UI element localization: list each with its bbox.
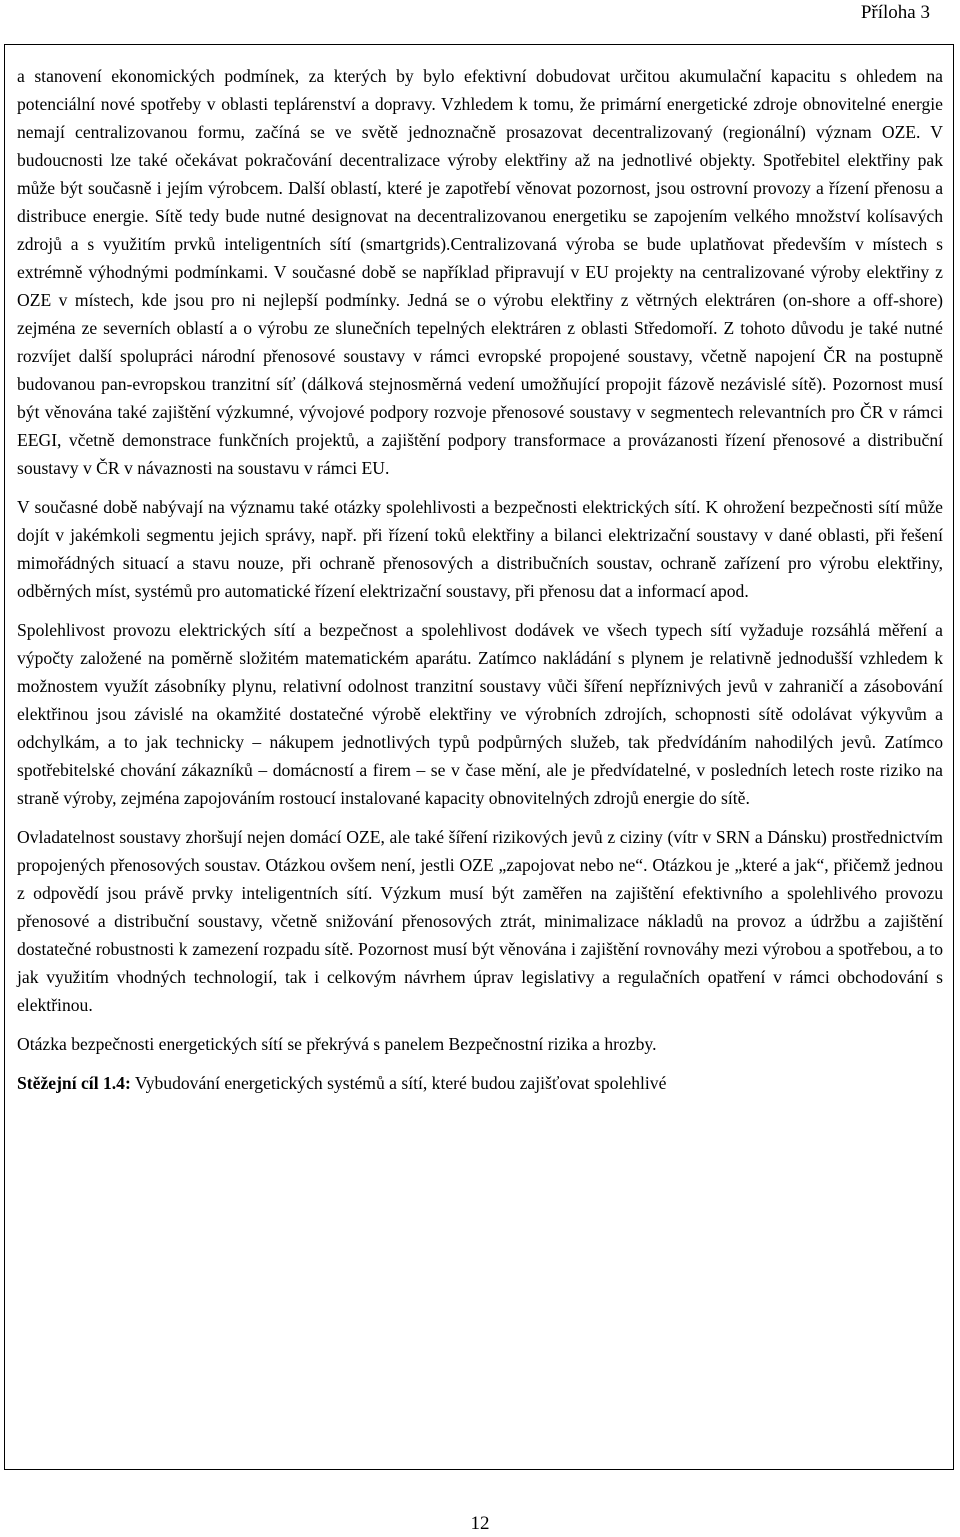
key-goal-label: Stěžejní cíl 1.4: bbox=[17, 1073, 131, 1093]
paragraph-3: Spolehlivost provozu elektrických sítí a bezpečnost a spolehlivost dodávek ve všech typech sítí vyžaduje rozsáhlá měření a výpočty založené na poměrně složitém matematickém aparátu. Zatímco nakládání s plynem je relativně jednodušší vzhledem k možnostem využít zásobníky plynu, relativní odolnost tranzitní soustavy vůči šíření nepříznivých jevů v zahraničí a zásobování elektřinou jsou závislé na okamžité dostatečné výrobě elektřiny ve výrobních zdrojích, schopnosti sítě odolávat výkyvům a odchylkám, a to jak technicky – nákupem jednotlivých typů podpůrných služeb, tak předvídáním nahodilých jevů. Zatímco spotřebitelské chování zákazníků – domácností a firem – se v čase mění, ale je předvídatelné, v posledních letech roste riziko na straně výroby, zejména zapojováním rostoucí instalované kapacity obnovitelných zdrojů energie do sítě. bbox=[17, 620, 943, 808]
annex-label: Příloha 3 bbox=[860, 2, 930, 23]
key-goal bbox=[17, 1069, 943, 1097]
paragraph-2: V současné době nabývají na významu také otázky spolehlivosti a bezpečnosti elektrických sítí. K ohrožení bezpečnosti sítí může dojít v jakémkoli segmentu jejich správy, např. při řízení toků elektřiny a bilanci elektrizační soustavy v dané oblasti, při řešení mimořádných situací a stavu nouze, při ochraně přenosových a distribučních soustav, ochraně zařízení pro výrobu elektřiny, odběrných míst, systémů pro automatické řízení elektrizační soustavy, při přenosu dat a informací apod. bbox=[17, 497, 943, 601]
paragraph-5: Otázka bezpečnosti energetických sítí se překrývá s panelem Bezpečnostní rizika a hrozby. bbox=[17, 1034, 657, 1054]
text-frame bbox=[4, 44, 954, 1470]
page-number: 12 bbox=[470, 1513, 490, 1534]
paragraph-1: a stanovení ekonomických podmínek, za kterých by bylo efektivní dobudovat určitou akumulační kapacitu s ohledem na potenciální nové spotřeby v oblasti teplárenství a dopravy. Vzhledem k tomu, že primární energetické zdroje obnovitelné energie nemají centralizovanou formu, začíná se ve světě jednoznačně prosazovat decentralizovaný (regionální) význam OZE. V budoucnosti lze také očekávat pokračování decentralizace výroby elektřiny až na jednotlivé objekty. Spotřebitel elektřiny pak může být současně i jejím výrobcem. Další oblastí, které je zapotřebí věnovat pozornost, jsou ostrovní provozy a řízení přenosu a distribuce energie. Sítě tedy bude nutné designovat na decentralizovanou energetiku se zapojením velkého množství kolísavých zdrojů a s využitím prvků inteligentních sítí (smartgrids).Centralizovaná výroba se bude uplatňovat především v místech s extrémně výhodnými podmínkami. V současné době se například připravují v EU projekty na centralizované výroby elektřiny z OZE v místech, kde jsou pro ni nejlepší podmínky. Jedná se o výrobu elektřiny z větrných elektráren (on-shore a off-shore) zejména ze severních oblastí a o výrobu ze slunečních tepelných elektráren z oblasti Středomoří. Z tohoto důvodu je také nutné rozvíjet další spolupráci národní přenosové soustavy v rámci evropské propojené soustavy, včetně napojení ČR na postupně budovanou pan-evropskou tranzitní síť (dálková stejnosměrná vedení umožňující propojit fázově nezávislé sítě). Pozornost musí být věnována také zajištění výzkumné, vývojové podpory rozvoje přenosové soustavy v segmentech relevantních pro ČR v rámci EEGI, včetně demonstrace funkčních projektů, a zajištění podpory transformace a provázanosti řízení přenosové a distribuční soustavy v ČR v návaznosti na soustavu v rámci EU. bbox=[17, 66, 943, 478]
paragraph-4: Ovladatelnost soustavy zhoršují nejen domácí OZE, ale také šíření rizikových jevů z ciziny (vítr v SRN a Dánsku) prostřednictvím propojených přenosových soustav. Otázkou ovšem není, jestli OZE „zapojovat nebo ne“. Otázkou je „které a jak“, přičemž jednou z odpovědí jsou právě prvky inteligentních sítí. Výzkum musí být zaměřen na zajištění efektivního a spolehlivého provozu přenosové a distribuční soustavy, včetně snižování přenosových ztrát, minimalizace nákladů na provoz a údržbu a zajištění dostatečné robustnosti k zamezení rozpadu sítě. Pozornost musí být věnována i zajištění rovnováhy mezi výrobou a spotřebou, a to jak využitím vhodných technologií, tak i celkovým návrhem úprav legislativy a regulačních opatření v rámci obchodování s elektřinou. bbox=[17, 827, 943, 1015]
key-goal-text: Vybudování energetických systémů a sítí, které budou zajišťovat spolehlivé bbox=[130, 1073, 667, 1093]
